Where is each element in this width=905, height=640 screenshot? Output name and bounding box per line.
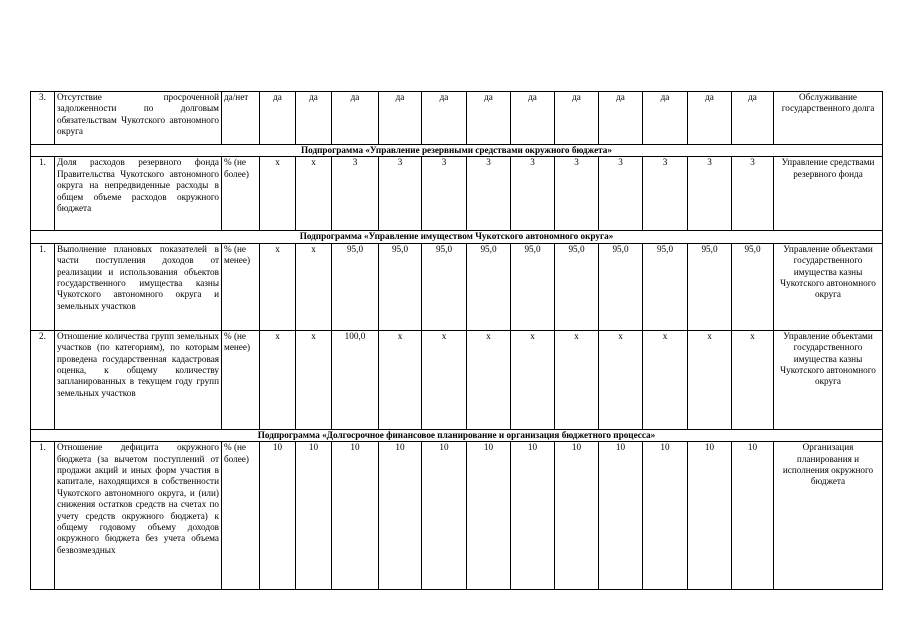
value-cell: x bbox=[379, 330, 422, 429]
indicator-name: Отношение дефицита окружного бюджета (за вычетом поступлений от продажи акций и иных форм участия в капитале, находящихся в собственности Чукотского автономного округа, и (или) снижения остатков средств на счетах по учету средств окружного бюджета) к общему годовому объему доходов окружного бюджета без учета объема безвозмездных bbox=[55, 442, 222, 590]
unit-cell: % (не более) bbox=[222, 157, 260, 231]
value-cell: 10 bbox=[332, 442, 379, 590]
value-cell: 100,0 bbox=[332, 330, 379, 429]
value-cell: 95,0 bbox=[688, 243, 732, 330]
value-cell: 95,0 bbox=[599, 243, 643, 330]
value-cell: 95,0 bbox=[379, 243, 422, 330]
value-cell: 3 bbox=[467, 157, 511, 231]
value-cell: 10 bbox=[732, 442, 774, 590]
value-cell: да bbox=[688, 92, 732, 145]
value-cell: 10 bbox=[599, 442, 643, 590]
value-cell: да bbox=[379, 92, 422, 145]
value-cell: 10 bbox=[688, 442, 732, 590]
value-cell: x bbox=[422, 330, 467, 429]
responsible-cell: Управление объектами государственного имущества казны Чукотского автономного округа bbox=[774, 330, 883, 429]
value-cell: x bbox=[260, 330, 296, 429]
subprogram-title: Подпрограмма «Управление резервными средствами окружного бюджета» bbox=[31, 145, 883, 157]
responsible-cell: Управление объектами государственного имущества казны Чукотского автономного округа bbox=[774, 243, 883, 330]
value-cell: 3 bbox=[732, 157, 774, 231]
value-cell: 3 bbox=[643, 157, 688, 231]
value-cell: x bbox=[555, 330, 599, 429]
value-cell: x bbox=[599, 330, 643, 429]
value-cell: 10 bbox=[511, 442, 555, 590]
responsible-cell: Организация планирования и исполнения окружного бюджета bbox=[774, 442, 883, 590]
value-cell: x bbox=[643, 330, 688, 429]
value-cell: x bbox=[296, 243, 332, 330]
row-number: 2. bbox=[31, 330, 55, 429]
responsible-cell: Обслуживание государственного долга bbox=[774, 92, 883, 145]
value-cell: 3 bbox=[422, 157, 467, 231]
value-cell: x bbox=[688, 330, 732, 429]
value-cell: 10 bbox=[296, 442, 332, 590]
row-number: 1. bbox=[31, 243, 55, 330]
row-number: 3. bbox=[31, 92, 55, 145]
indicator-row bbox=[31, 157, 883, 231]
value-cell: да bbox=[732, 92, 774, 145]
value-cell: 95,0 bbox=[511, 243, 555, 330]
value-cell: 3 bbox=[599, 157, 643, 231]
value-cell: да bbox=[296, 92, 332, 145]
indicator-name: Выполнение плановых показателей в части поступления доходов от реализации и использования объектов государственного имущества казны Чукотского автономного округа и земельных участков bbox=[55, 243, 222, 330]
indicator-row bbox=[31, 243, 883, 330]
indicator-row bbox=[31, 442, 883, 590]
responsible-cell: Управление средствами резервного фонда bbox=[774, 157, 883, 231]
value-cell: 95,0 bbox=[555, 243, 599, 330]
value-cell: да bbox=[643, 92, 688, 145]
value-cell: x bbox=[296, 157, 332, 231]
indicators-table bbox=[30, 91, 883, 590]
value-cell: 10 bbox=[379, 442, 422, 590]
indicator-row bbox=[31, 330, 883, 429]
value-cell: x bbox=[260, 243, 296, 330]
value-cell: x bbox=[732, 330, 774, 429]
value-cell: да bbox=[260, 92, 296, 145]
value-cell: 10 bbox=[422, 442, 467, 590]
subprogram-title: Подпрограмма «Управление имуществом Чукотского автономного округа» bbox=[31, 231, 883, 243]
value-cell: x bbox=[511, 330, 555, 429]
value-cell: 3 bbox=[688, 157, 732, 231]
value-cell: 10 bbox=[555, 442, 599, 590]
value-cell: да bbox=[422, 92, 467, 145]
value-cell: 3 bbox=[555, 157, 599, 231]
indicator-name: Отношение количества групп земельных участков (по категориям), по которым проведена государственная кадастровая оценка, к общему количеству запланированных в текущем году групп земельных участков bbox=[55, 330, 222, 429]
value-cell: x bbox=[260, 157, 296, 231]
row-number: 1. bbox=[31, 157, 55, 231]
subprogram-row bbox=[31, 429, 883, 441]
value-cell: x bbox=[296, 330, 332, 429]
value-cell: 3 bbox=[379, 157, 422, 231]
unit-cell: % (не менее) bbox=[222, 330, 260, 429]
indicator-row bbox=[31, 92, 883, 145]
value-cell: 10 bbox=[467, 442, 511, 590]
indicator-name: Отсутствие просроченной задолженности по долговым обязательствам Чукотского автономного округа bbox=[55, 92, 222, 145]
unit-cell: % (не более) bbox=[222, 442, 260, 590]
value-cell: да bbox=[332, 92, 379, 145]
subprogram-title: Подпрограмма «Долгосрочное финансовое планирование и организация бюджетного процесса» bbox=[31, 429, 883, 441]
value-cell: 95,0 bbox=[422, 243, 467, 330]
value-cell: да bbox=[467, 92, 511, 145]
subprogram-row bbox=[31, 231, 883, 243]
indicator-name: Доля расходов резервного фонда Правительства Чукотского автономного округа на непредвиденные расходы в общем объеме расходов окружного бюджета bbox=[55, 157, 222, 231]
value-cell: да bbox=[511, 92, 555, 145]
value-cell: да bbox=[599, 92, 643, 145]
value-cell: 95,0 bbox=[643, 243, 688, 330]
row-number: 1. bbox=[31, 442, 55, 590]
value-cell: 95,0 bbox=[732, 243, 774, 330]
value-cell: 3 bbox=[511, 157, 555, 231]
subprogram-row bbox=[31, 145, 883, 157]
unit-cell: да/нет bbox=[222, 92, 260, 145]
unit-cell: % (не менее) bbox=[222, 243, 260, 330]
value-cell: да bbox=[555, 92, 599, 145]
value-cell: x bbox=[467, 330, 511, 429]
value-cell: 3 bbox=[332, 157, 379, 231]
value-cell: 10 bbox=[643, 442, 688, 590]
value-cell: 95,0 bbox=[467, 243, 511, 330]
value-cell: 10 bbox=[260, 442, 296, 590]
value-cell: 95,0 bbox=[332, 243, 379, 330]
